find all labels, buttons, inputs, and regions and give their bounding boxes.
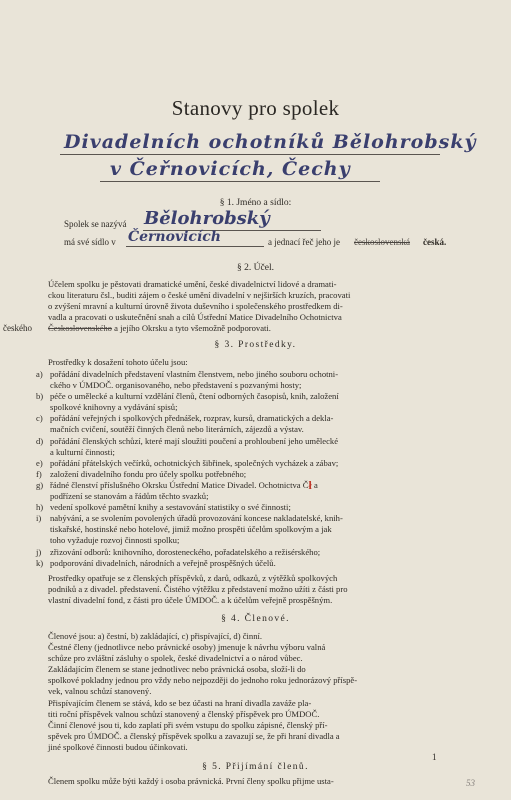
list-item: c) pořádání veřejných i spolkových přednášek, rozprav, kursů, dramatických a dekla- <box>36 413 334 424</box>
list-item-cont: mačních cvičení, soutěží činných členů nebo literárních, zájezdů a výstav. <box>50 424 304 435</box>
s5-line: Členem spolku může býti každý i osoba právnická. První členy spolku přijme usta- <box>48 776 334 786</box>
list-item-cont: spolkové knihovny a vydávání spisů; <box>50 402 178 413</box>
section-3-intro <box>48 357 188 368</box>
s2-line: Účelem spolku je pěstovati dramatické umění, české divadelnictví lidové a dramati- <box>48 279 337 289</box>
list-item-cont: toho vyžaduje rozvoj činnosti spolku; <box>50 535 180 546</box>
list-item: g) řádné členství příslušného Okrsku Ústřední Matice Divadel. Ochotnictva Č ł a <box>36 477 318 492</box>
list-item: i) nabývání, a se svolením povolených úřadů provozování koncese nakladatelské, knih- <box>36 513 343 524</box>
s2-line: vadla a pracovati o uskutečnění snah a cílů Ústřední Matice Divadelního Ochotnictva <box>48 312 342 323</box>
list-item: k) podporování divadelních, národních a veřejně prospěšných účelů. <box>36 557 276 568</box>
s4-line: Činní členové jsou ti, kdo zaplatí při svém vstupu do spolku zápisné, členský pří- <box>48 719 328 730</box>
label-lang: a jednací řeč jeho je <box>268 237 340 247</box>
section-4-heading: § 4. Členové. <box>221 614 290 624</box>
s4-line: Členové jsou: a) čestní, b) zakládající, c) přispívající, d) činní. <box>48 631 263 641</box>
underline-seat <box>126 246 264 247</box>
margin-note: českého <box>3 323 32 333</box>
s3-tail-line: vlastní divadelní fond, z části pro účele ÚMDOČ. a k účelům veřejně prospěšným. <box>48 595 333 606</box>
list-item-cont: tiskařské, hostinské nebo hotelové, jimiž možno prospěti účelům spolkovým a jak <box>50 524 332 535</box>
section-2-text <box>48 279 350 334</box>
s3-tail-line: podniků a z divadel. představení. Čistého výtěžku z představení možno užíti z části pro <box>48 584 348 595</box>
underline-2 <box>100 181 380 182</box>
s2-struck: Československého <box>48 323 112 334</box>
list-item: b) péče o umělecké a kulturní vzdělání členů, čtení odborných časopisů, knih, založení <box>36 391 339 402</box>
list-item: f) založení divadelního fondu pro účely spolku potřebného; <box>36 468 247 479</box>
s4-line: jiné spolkové činnosti budou účinkovati. <box>48 741 188 752</box>
handwritten-line-2: v Čeřnovicích, Čechy <box>110 158 351 180</box>
s4-line: vek, valnou schůzí stanovený. <box>48 686 152 697</box>
label-seat: má své sídlo v <box>64 237 116 247</box>
lang-value: česká. <box>423 237 447 247</box>
list-item: e) pořádání přátelských večírků, ochotnických šibřinek, společných vycházek a zábav; <box>36 457 339 468</box>
section-3-heading: § 3. Prostředky. <box>214 340 297 350</box>
s2-line: ckou literaturu čsl., buditi zájem o české umění divadelní v nejširších kruzích, pracovati <box>48 290 351 301</box>
section-3-tail <box>48 573 348 606</box>
underline-1 <box>60 154 440 155</box>
list-item-cont: a kulturní činnosti; <box>50 446 115 457</box>
section-2-heading: § 2. Účel. <box>237 263 274 273</box>
s4-line: Čestné členy (jednotlivce nebo právnické osoby) jmenuje k návrhu výboru valná <box>48 642 326 653</box>
s3-intro: Prostředky k dosažení tohoto účelu jsou: <box>48 357 188 367</box>
s4-line: schůze pro zvláštní zásluhy o spolek, české divadelnictví a o národ vůbec. <box>48 653 303 664</box>
label-name: Spolek se nazývá <box>64 219 127 229</box>
s2-tail: a jejího Okrsku a tyto všemožně podporovati. <box>114 323 271 334</box>
list-item: d) pořádání členských schůzí, které mají sloužiti poučení a prohloubení jeho umělecké <box>36 435 339 446</box>
s4-line: Přispívajícím členem se stává, kdo se bez účasti na hraní divadla zaváže pla- <box>48 697 312 708</box>
s4-line: spolkové pokladny jednou pro vždy nebo nejpozději do jednoho roku jednorázový příspě- <box>48 675 358 686</box>
handwritten-seat: Černovicích <box>128 229 221 245</box>
pencil-mark: 53 <box>466 778 475 788</box>
s4-line: spěvek pro ÚMDOČ. a členský příspěvek spolku a zavazují se, že při hraní divadla a <box>48 730 340 741</box>
section-3-list <box>36 369 343 569</box>
section-4-text <box>48 631 357 753</box>
s3-tail-line: Prostředky opatřuje se z členských příspěvků, z darů, odkazů, z výtěžků spolkových <box>48 573 338 583</box>
handwritten-line-1: Divadelních ochotníků Bělohrobský <box>64 131 477 153</box>
red-correction-mark: ł <box>308 477 312 492</box>
s4-line: titi roční příspěvek valnou schůzí stanovený a členský příspěvek pro ÚMDOČ. <box>48 708 320 719</box>
list-item-cont: podřízení se stanovám a řádům těchto svazků; <box>50 491 209 502</box>
section-1-heading: § 1. Jméno a sídlo: <box>219 198 292 208</box>
s2-line: o zvýšení mravní a kulturní úrovně života duševního i společenského prostředkem di- <box>48 301 343 312</box>
section-5-text <box>48 776 334 787</box>
section-5-heading: § 5. Přijímání členů. <box>202 762 309 772</box>
list-item: h) vedení spolkové pamětní knihy a sestavování statistiky o své činnosti; <box>36 502 291 513</box>
lang-struck: československá <box>354 237 410 247</box>
page-number: 1 <box>432 752 437 762</box>
list-item: a) pořádání divadelních představení vlastním členstvem, nebo jiného souboru ochotni- <box>36 369 339 379</box>
document-title: Stanovy pro spolek <box>171 96 340 120</box>
list-item: j) zřizování odborů: knihovního, dorosteneckého, pořadatelského a režisérského; <box>36 546 321 557</box>
handwritten-name: Bělohrobský <box>144 208 270 229</box>
s4-line: Zakládajícím členem se stane jednotlivec nebo právnická osoba, složí-li do <box>48 664 306 675</box>
list-item-cont: ckého v ÚMDOČ. organisovaného, nebo představení s pozvanými hosty; <box>50 380 302 391</box>
